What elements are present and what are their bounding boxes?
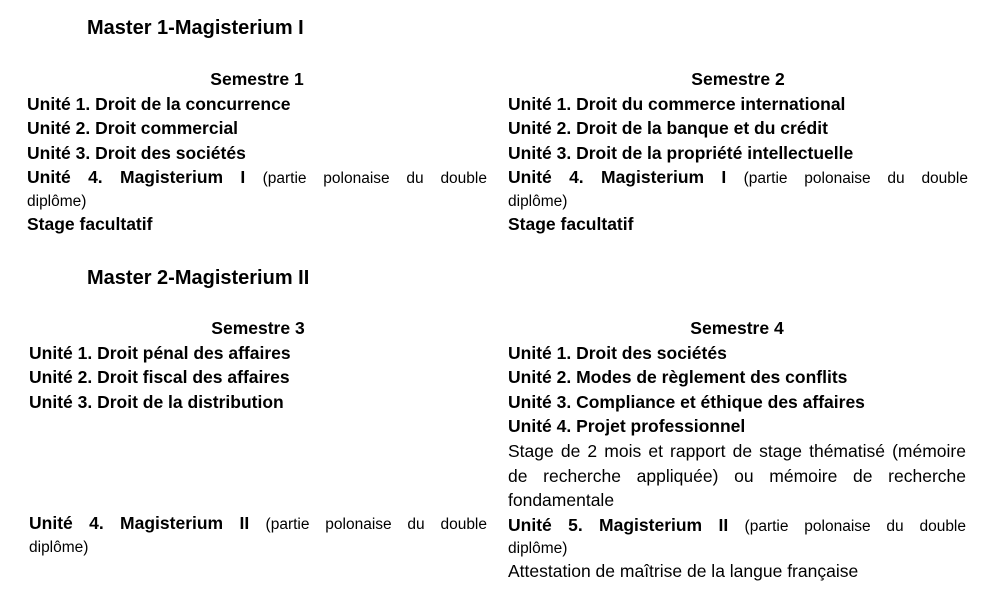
semestre2-title: Semestre 2 [691, 69, 785, 89]
semestre2-unit2: Unité 2. Droit de la banque et du crédit [508, 118, 828, 139]
semestre3-unit4-block [29, 511, 487, 558]
master2-heading: Master 2-Magisterium II [87, 267, 310, 289]
semestre4-unit2: Unité 2. Modes de règlement des conflits [508, 367, 848, 388]
semestre3-title: Semestre 3 [211, 318, 305, 338]
semestre4-unit5 [508, 513, 966, 540]
semestre4-unit3: Unité 3. Compliance et éthique des affaires [508, 391, 865, 412]
semestre2-unit1: Unité 1. Droit du commerce international [508, 93, 846, 114]
semestre2-unit4-note: (partie polonaise du double [743, 170, 968, 188]
semestre2-unit4 [508, 165, 968, 192]
semestre2-unit4-note-cont: diplôme) [508, 192, 568, 210]
semestre3-unit4-note: (partie polonaise du double [265, 516, 487, 533]
semestre3-unit4-label: Unité 4. Magisterium II [29, 513, 250, 533]
semestre2-unit4-label: Unité 4. Magisterium I [508, 167, 727, 188]
semestre4-unit5-note-cont: diplôme) [508, 540, 568, 558]
semestre4-unit1: Unité 1. Droit des sociétés [508, 342, 727, 363]
semestre3-unit4-note-cont: diplôme) [29, 538, 89, 556]
semestre1-block [27, 67, 487, 237]
semestre1-unit4-note: (partie polonaise du double [262, 170, 487, 188]
semestre1-unit3: Unité 3. Droit des sociétés [27, 142, 246, 163]
semestre3-unit4 [29, 511, 487, 538]
semestre1-unit2: Unité 2. Droit commercial [27, 118, 239, 139]
semestre4-stage-text: Stage de 2 mois et rapport de stage thématisé (mémoire de recherche appliquée) ou mémoire de recherche fondamentale [508, 440, 966, 511]
semestre3-block [29, 316, 487, 414]
semestre1-title: Semestre 1 [210, 69, 304, 89]
semestre4-attestation: Attestation de maîtrise de la langue française [508, 561, 859, 582]
semestre4-block [508, 316, 966, 584]
semestre2-unit3: Unité 3. Droit de la propriété intellectuelle [508, 142, 854, 163]
semestre4-title: Semestre 4 [690, 318, 784, 338]
semestre1-unit4 [27, 165, 487, 192]
semestre1-stage: Stage facultatif [27, 213, 153, 234]
semestre4-unit4: Unité 4. Projet professionnel [508, 416, 746, 437]
semestre4-unit5-note: (partie polonaise du double [744, 517, 966, 535]
master1-heading: Master 1-Magisterium I [87, 17, 304, 39]
semestre1-unit4-note-cont: diplôme) [27, 192, 87, 210]
semestre1-unit4-label: Unité 4. Magisterium I [27, 167, 246, 188]
semestre3-unit3: Unité 3. Droit de la distribution [29, 391, 284, 412]
semestre1-unit1: Unité 1. Droit de la concurrence [27, 93, 291, 114]
semestre3-unit1: Unité 1. Droit pénal des affaires [29, 342, 291, 363]
semestre2-block [508, 67, 968, 237]
semestre4-unit5-label: Unité 5. Magisterium II [508, 514, 729, 535]
semestre2-stage: Stage facultatif [508, 213, 634, 234]
semestre3-unit2: Unité 2. Droit fiscal des affaires [29, 367, 290, 388]
